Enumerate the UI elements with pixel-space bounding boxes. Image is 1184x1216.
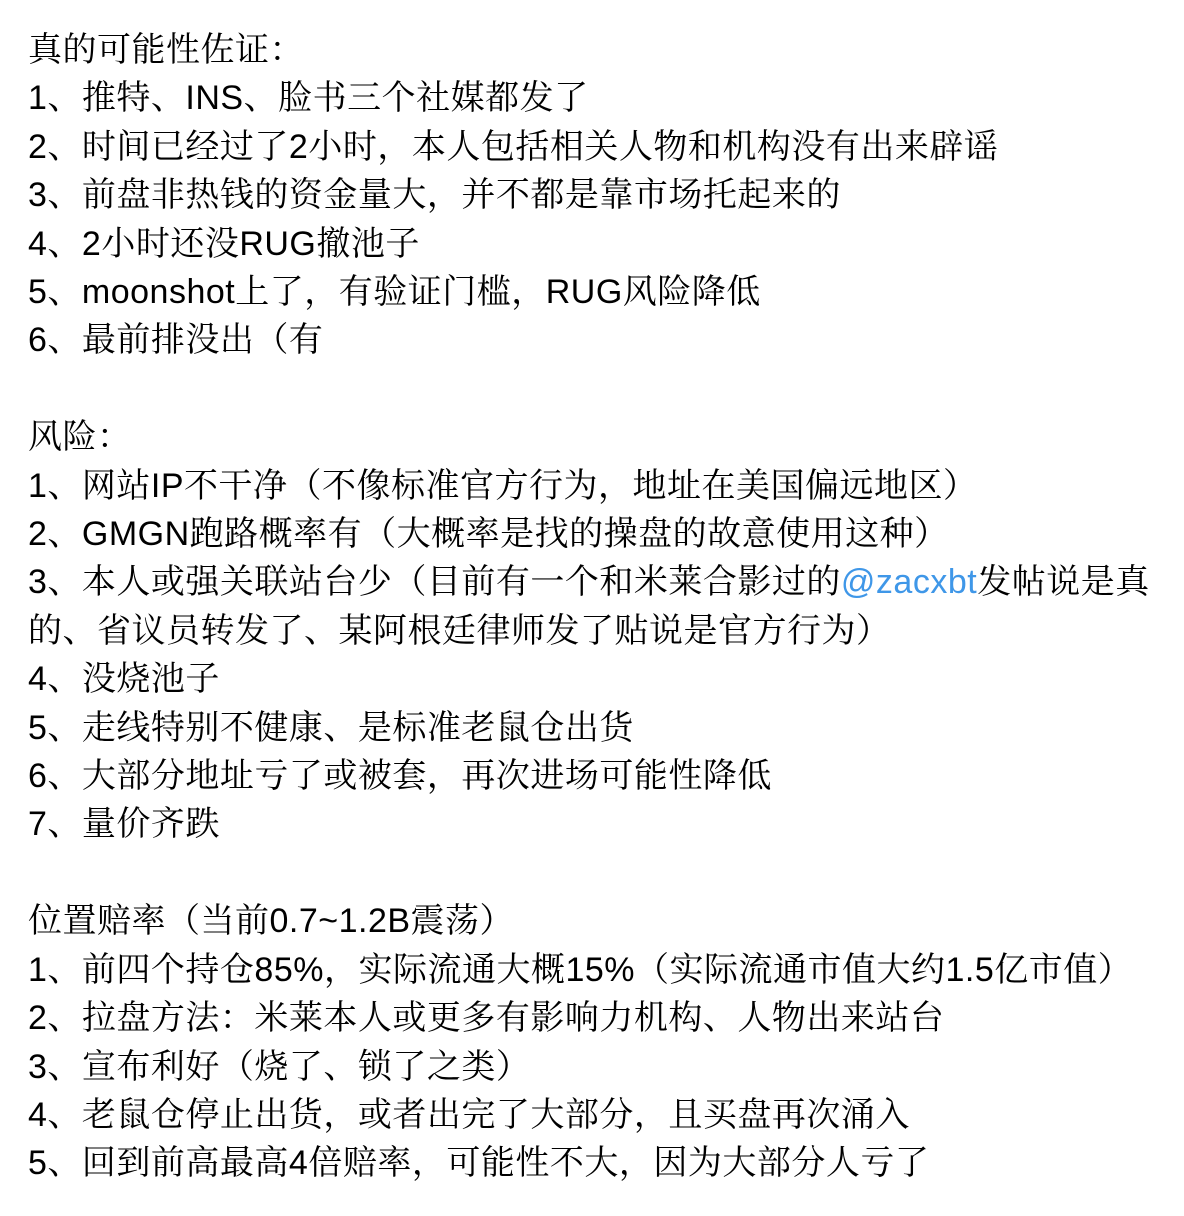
- list-item: 1、网站IP不干净（不像标准官方行为，地址在美国偏远地区）: [28, 466, 978, 505]
- list-item: 2、时间已经过了2小时，本人包括相关人物和机构没有出来辟谣: [28, 127, 999, 166]
- list-item: 3、宣布利好（烧了、锁了之类）: [28, 1047, 531, 1086]
- list-item: 1、前四个持仓85%，实际流通大概15%（实际流通市值大约1.5亿市值）: [28, 950, 1133, 989]
- list-item: 2、拉盘方法：米莱本人或更多有影响力机构、人物出来站台: [28, 999, 945, 1038]
- list-item: 4、没烧池子: [28, 660, 220, 699]
- list-item: 2、GMGN跑路概率有（大概率是找的操盘的故意使用这种）: [28, 515, 949, 554]
- list-item: 1、推特、INS、脸书三个社媒都发了: [28, 79, 589, 118]
- list-item: 4、老鼠仓停止出货，或者出完了大部分，且买盘再次涌入: [28, 1095, 910, 1134]
- section-authenticity-evidence: [28, 26, 1158, 365]
- list-item: 3、前盘非热钱的资金量大，并不都是靠市场托起来的: [28, 176, 841, 215]
- section-title: 风险：: [28, 418, 132, 457]
- list-item-text: 发帖说是真的、省议员转发了、某阿根廷律师发了贴说是官方行为）: [28, 563, 1150, 650]
- section-risks: [28, 413, 1158, 849]
- list-item: 5、moonshot上了，有验证门槛，RUG风险降低: [28, 273, 761, 312]
- list-item: 5、回到前高最高4倍赔率，可能性不大，因为大部分人亏了: [28, 1144, 930, 1183]
- list-item: 7、量价齐跌: [28, 805, 220, 844]
- section-title: 位置赔率（当前0.7~1.2B震荡）: [28, 902, 515, 941]
- list-item: 5、走线特别不健康、是标准老鼠仓出货: [28, 708, 634, 747]
- zacxbt-mention-link[interactable]: @zacxbt: [840, 563, 978, 602]
- section-title: 真的可能性佐证：: [28, 31, 304, 69]
- list-item: 6、最前排没出（有: [28, 321, 324, 360]
- list-item: 6、大部分地址亏了或被套，再次进场可能性降低: [28, 757, 772, 796]
- list-item: [28, 558, 1158, 655]
- list-item-text: 3、本人或强关联站台少（目前有一个和米莱合影过的: [28, 563, 841, 602]
- section-position-odds: [28, 897, 1158, 1187]
- list-item: 4、2小时还没RUG撤池子: [28, 224, 420, 263]
